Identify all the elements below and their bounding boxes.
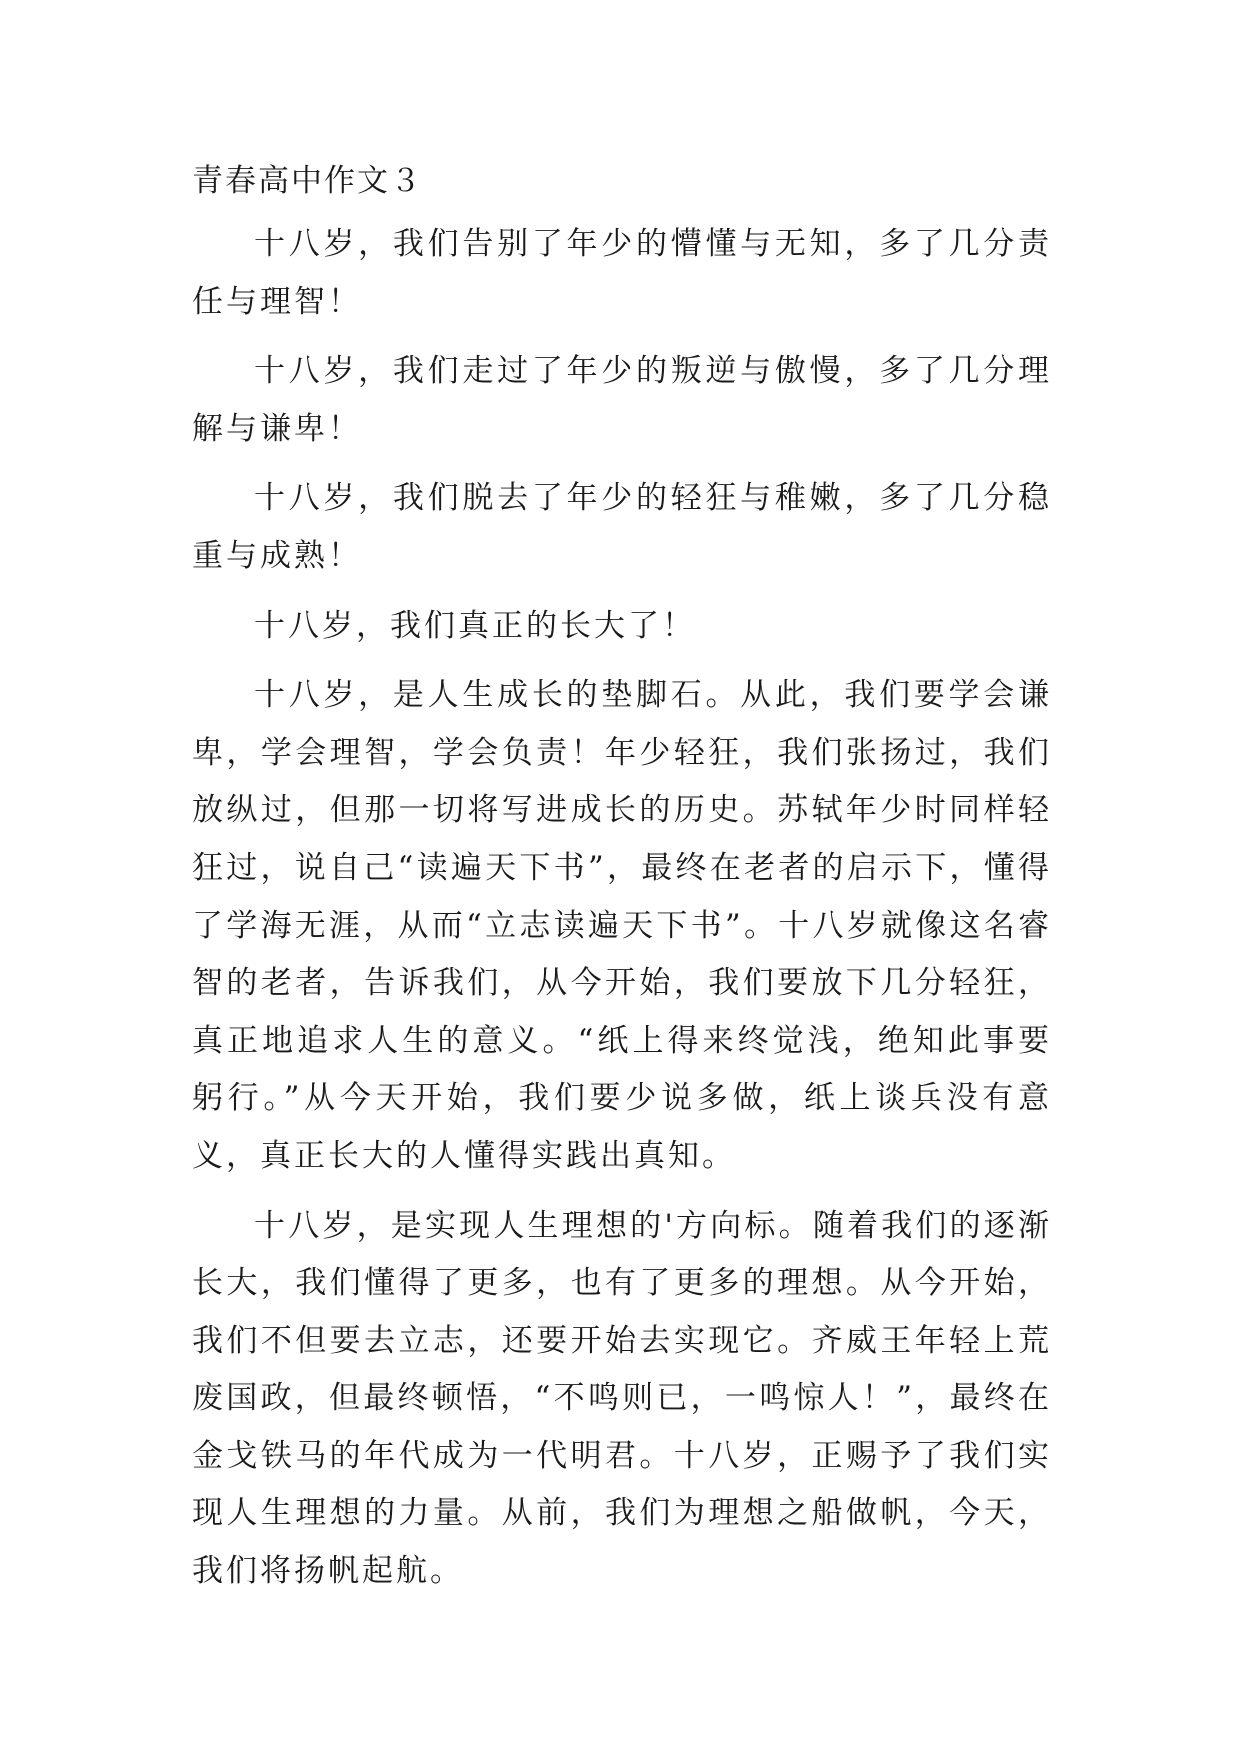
paragraph-2: 十八岁，我们走过了年少的叛逆与傲慢，多了几分理解与谦卑！ xyxy=(192,353,1052,447)
paragraph-4: 十八岁，我们真正的长大了！ xyxy=(254,607,696,644)
paragraph-3: 十八岁，我们脱去了年少的轻狂与稚嫩，多了几分稳重与成熟！ xyxy=(192,480,1052,574)
document-page xyxy=(192,160,1052,1613)
document-title: 青春高中作文３ xyxy=(192,163,423,199)
paragraph-5: 十八岁，是人生成长的垫脚石。从此，我们要学会谦卑，学会理智，学会负责！年少轻狂，我们张扬过，我们放纵过，但那一切将写进成长的历史。苏轼年少时同样轻狂过，说自己“读遍天下书”，最终在老者的启示下，懂得了学海无涯，从而“立志读遍天下书”。十八岁就像这名睿智的老者，告诉我们，从今开始，我们要放下几分轻狂，真正地追求人生的意义。“纸上得来终觉浅，绝知此事要躬行。”从今天开始，我们要少说多做，纸上谈兵没有意义，真正长大的人懂得实践出真知。 xyxy=(192,677,1052,1174)
paragraph-1: 十八岁，我们告别了年少的懵懂与无知，多了几分责任与理智！ xyxy=(192,226,1052,320)
paragraph-6: 十八岁，是实现人生理想的'方向标。随着我们的逐渐长大，我们懂得了更多，也有了更多的理想。从今开始，我们不但要去立志，还要开始去实现它。齐威王年轻上荒废国政，但最终顿悟，“不鸣则已，一鸣惊人！”，最终在金戈铁马的年代成为一代明君。十八岁，正赐予了我们实现人生理想的力量。从前，我们为理想之船做帆，今天，我们将扬帆起航。 xyxy=(192,1207,1052,1590)
